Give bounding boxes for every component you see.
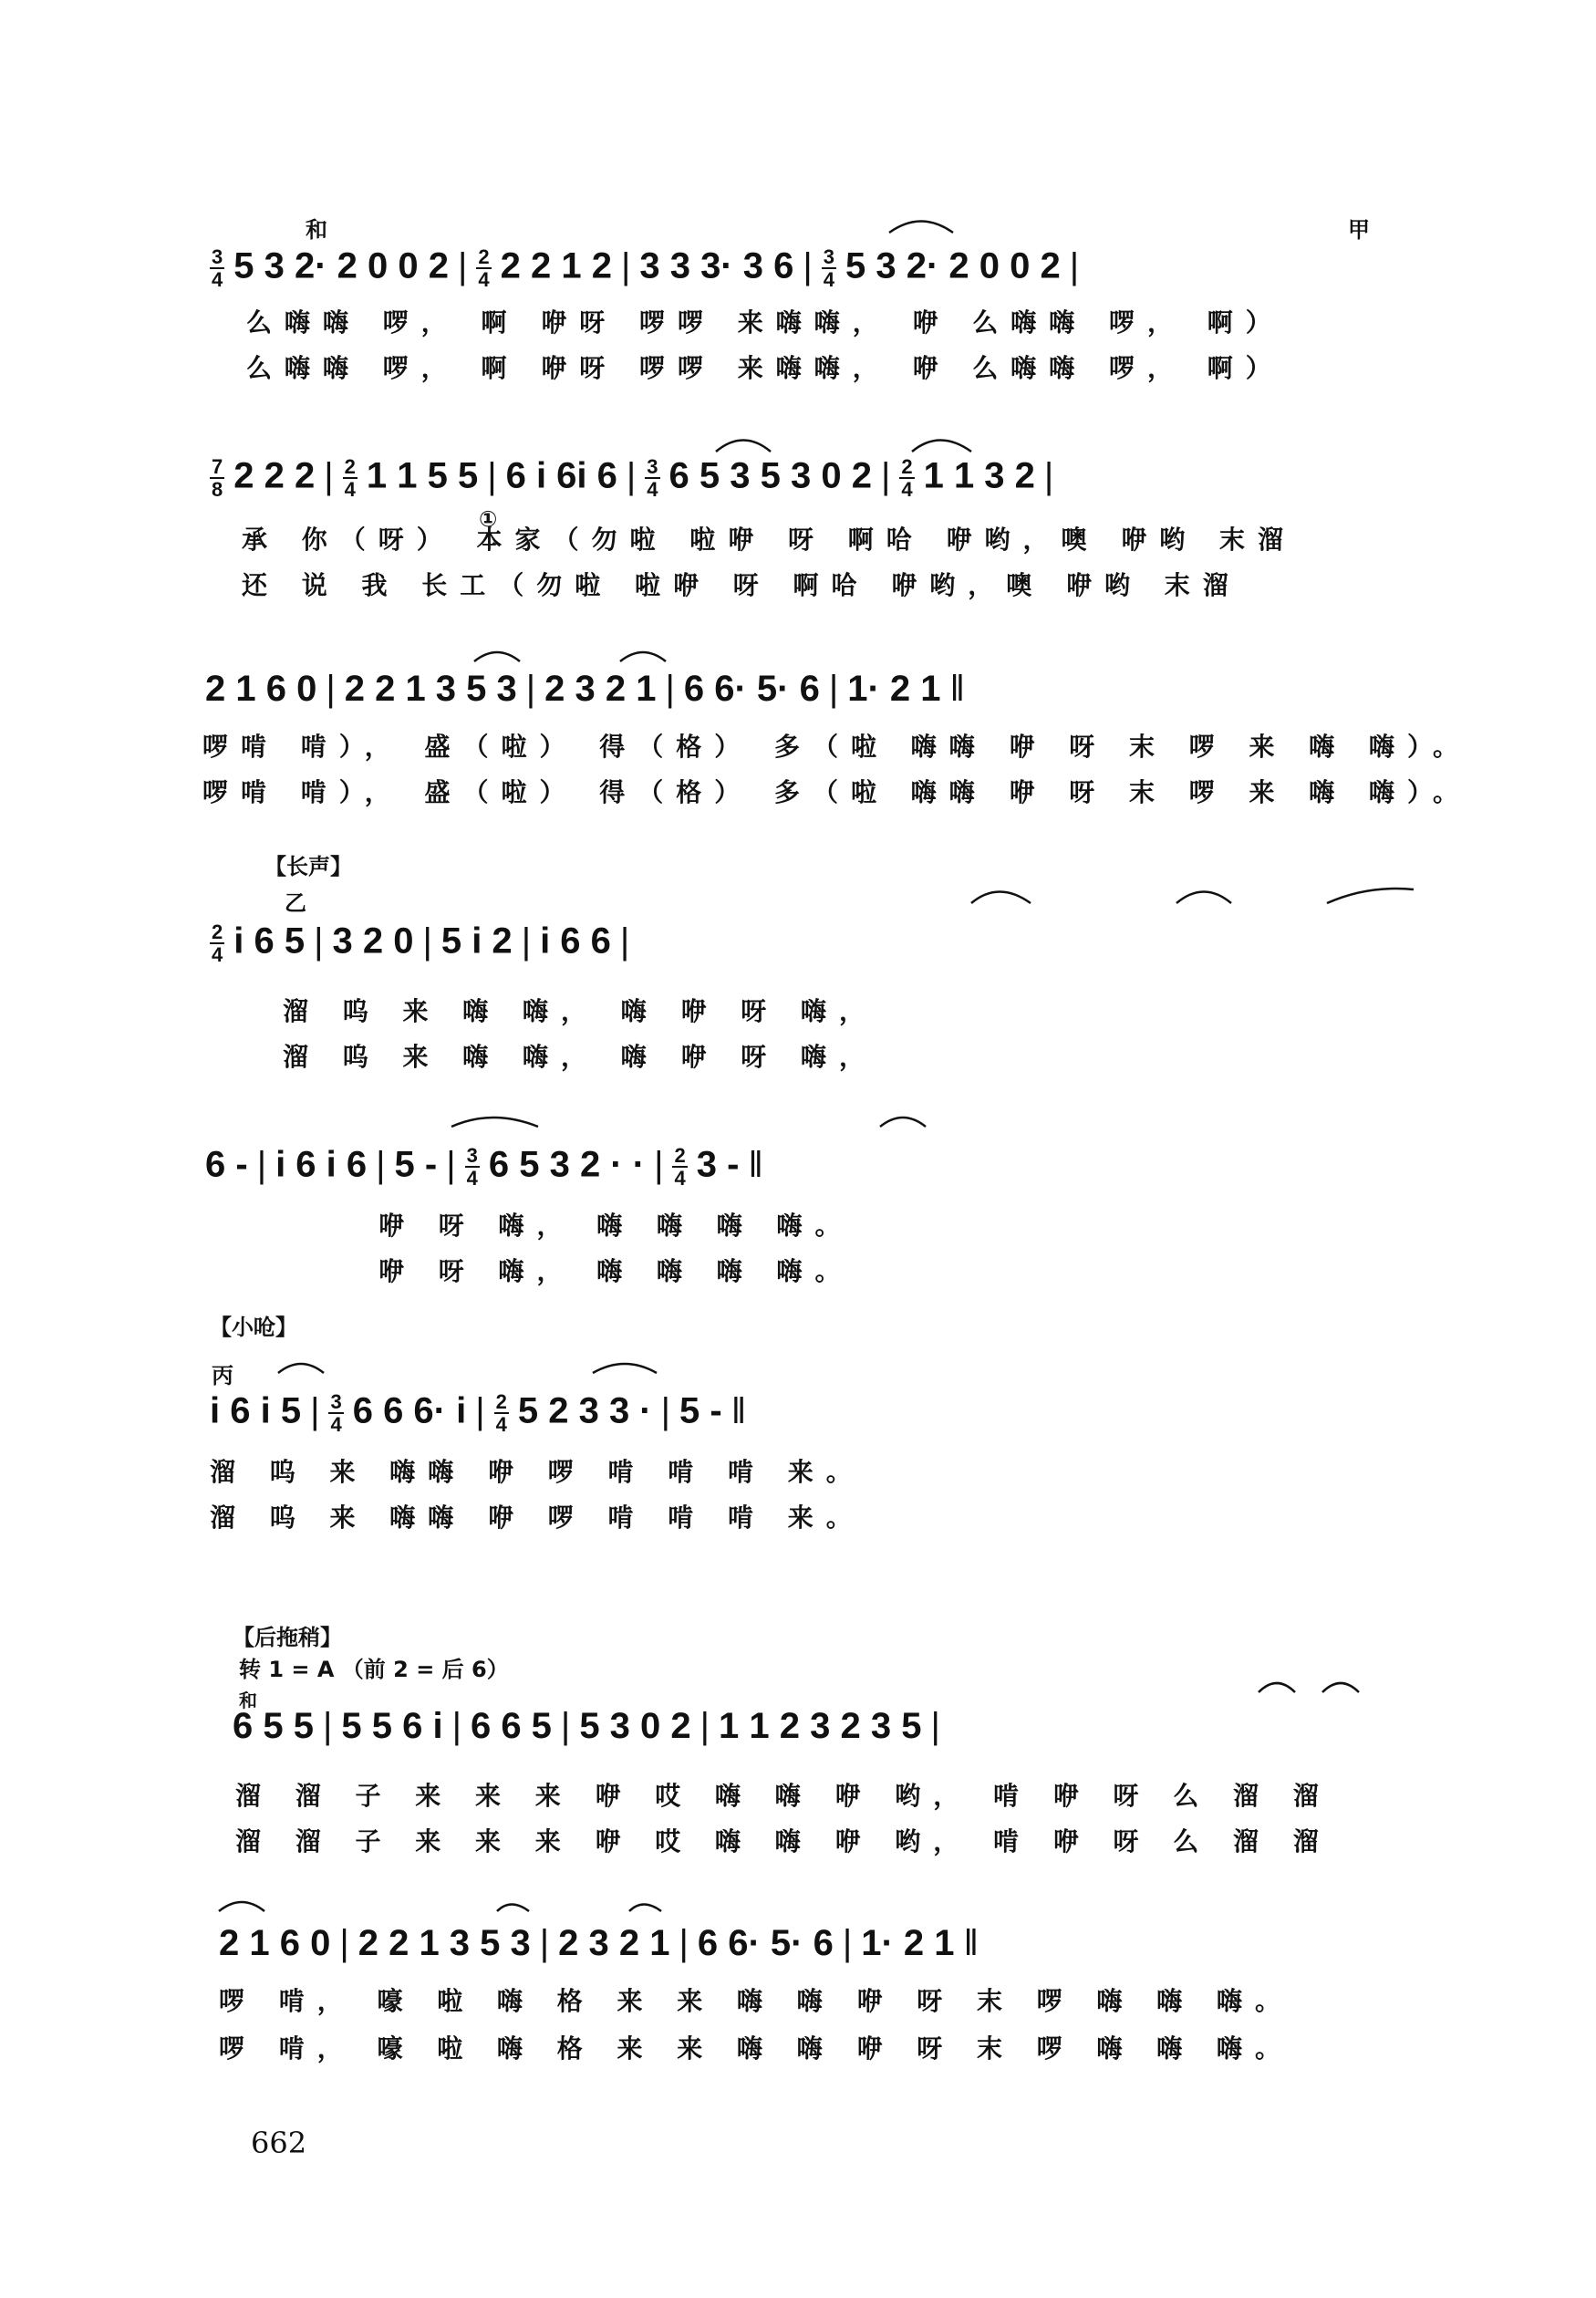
time-signature: $\frac{3}{4}$ [823, 245, 834, 292]
slur [629, 1905, 661, 1912]
lyric-line-6b: 溜 呜 来 嗨嗨 咿 啰 啃 啃 啃 来。 [210, 1503, 865, 1533]
slur [219, 1902, 264, 1911]
time-signature: $\frac{2}{4}$ [478, 245, 490, 292]
section-label-xiaoqiang: 【小呛】 [210, 1315, 297, 1340]
measure: 6 6· 5· 6 [697, 1923, 834, 1963]
measure: i 6 i 6 [275, 1144, 368, 1185]
notation-line-3: 2 1 6 0 | 2 2 1 3 5 3 | 2 3 2 1 | 6 6· 5· 6 | 1· 2 1 ‖ [205, 669, 966, 709]
section-label-houtuoshao: 【后拖稍】 [233, 1625, 342, 1650]
slur [889, 222, 953, 234]
measure: 2 2 1 3 5 3 [358, 1923, 531, 1963]
slur [1322, 1683, 1359, 1692]
time-signature: $\frac{3}{4}$ [330, 1390, 342, 1437]
time-signature: $\frac{2}{4}$ [901, 455, 913, 502]
measure: 5 i 2 [440, 920, 513, 962]
time-signature: $\frac{2}{4}$ [674, 1144, 686, 1191]
lyric-line-2a: 承 你（呀） 本家（勿啦 啦咿 呀 啊哈 咿哟，噢 咿哟 末溜 [242, 525, 1296, 555]
lyric-line-4a: 溜 呜 来 嗨 嗨， 嗨 咿 呀 嗨， [283, 996, 877, 1026]
measure: 6 - [205, 1144, 248, 1185]
measure: 6 i 6i 6 [505, 455, 617, 496]
measure: 2 3 2 1 [544, 669, 657, 709]
measure: 2 2 1 3 5 3 [344, 669, 517, 709]
mark-he-2: 和 [239, 1690, 257, 1711]
measure: 5 3 0 2 [579, 1706, 691, 1746]
time-signature: $\frac{2}{4}$ [495, 1390, 507, 1437]
measure: 5 5 6 i [341, 1706, 443, 1746]
slur [880, 1118, 926, 1127]
measure: 2 1 6 0 [219, 1923, 331, 1963]
notation-line-7: 6 5 5 | 5 5 6 i | 6 6 5 | 5 3 0 2 | 1 1 2 3 2 3 5 | [233, 1706, 940, 1746]
measure: 6 6 5 [470, 1706, 552, 1746]
measure: 2 1 6 0 [205, 669, 317, 709]
measure: 3 2 0 [332, 920, 414, 962]
measure: i 6 6 [540, 920, 611, 962]
slur [497, 1905, 529, 1912]
lyric-line-1b: 么嗨嗨 啰， 啊 咿呀 啰啰 来嗨嗨， 咿 么嗨嗨 啰， 啊） [246, 353, 1284, 383]
measure: i 6 i 5 [210, 1390, 302, 1431]
section-label-changsheng: 【长声】 [264, 854, 352, 879]
slur [451, 1118, 538, 1127]
lyric-line-8b: 啰 啃， 嚎 啦 嗨 格 来 来 嗨 嗨 咿 呀 末 啰 嗨 嗨 嗨。 [219, 2033, 1293, 2064]
notation-line-1: $\frac{3}{4}$ 5 3 2· 2 0 0 2 | $\frac{2}{4}$ 2 2 1 2 | 3 3 3· 3 6 | $\frac{3}{4}$ 5 3 2· 2 0 0 2 | [212, 245, 1080, 292]
lyric-line-4b: 溜 呜 来 嗨 嗨， 嗨 咿 呀 嗨， [283, 1042, 877, 1072]
measure: 5 2 3 3 · [517, 1390, 652, 1431]
measure: 6 5 5 [233, 1706, 314, 1746]
mark-yi: 乙 [285, 890, 306, 916]
measure: 2 2 2 [233, 455, 316, 496]
lyric-line-1a: 么嗨嗨 啰， 啊 咿呀 啰啰 来嗨嗨， 咿 么嗨嗨 啰， 啊） [246, 307, 1284, 338]
notation-line-8: 2 1 6 0 | 2 2 1 3 5 3 | 2 3 2 1 | 6 6· 5· 6 | 1· 2 1 ‖ [219, 1923, 979, 1963]
measure: 5 3 2· 2 0 0 2 [845, 245, 1061, 286]
measure: 1· 2 1 [861, 1923, 955, 1963]
footnote-marker: ① [479, 506, 498, 532]
page-number: 662 [251, 2126, 307, 2160]
lyric-line-8a: 啰 啃， 嚎 啦 嗨 格 来 来 嗨 嗨 咿 呀 末 啰 嗨 嗨 嗨。 [219, 1986, 1293, 2016]
lyric-line-7b: 溜 溜 子 来 来 来 咿 哎 嗨 嗨 咿 哟， 啃 咿 呀 么 溜 溜 [235, 1826, 1332, 1856]
measure: 3 - [696, 1144, 740, 1185]
time-signature: $\frac{2}{4}$ [212, 920, 223, 967]
measure: 5 - [394, 1144, 438, 1185]
lyric-line-7a: 溜 溜 子 来 来 来 咿 哎 嗨 嗨 咿 哟， 啃 咿 呀 么 溜 溜 [235, 1781, 1332, 1811]
slur [912, 441, 971, 452]
slur [1259, 1683, 1295, 1692]
notation-line-2: $\frac{7}{8}$ 2 2 2 | $\frac{2}{4}$ 1 1 5 5 | 6 i 6i 6 | $\frac{3}{4}$ 6 5 3 5 3 0 2 | $\frac{2}{4}$ 1 1 3 2 | [212, 455, 1054, 502]
measure: 5 3 2· 2 0 0 2 [233, 245, 449, 286]
measure: 6 6 6· i [352, 1390, 467, 1431]
slur [1176, 892, 1231, 904]
slur [971, 892, 1031, 904]
time-signature: $\frac{7}{8}$ [212, 455, 223, 502]
measure: 1 1 5 5 [366, 455, 479, 496]
lyric-line-5a: 咿 呀 嗨， 嗨 嗨 嗨 嗨。 [378, 1211, 854, 1241]
measure: 6 5 3 5 3 0 2 [668, 455, 872, 496]
time-signature: $\frac{3}{4}$ [466, 1144, 478, 1191]
measure: 6 5 3 2 · · [488, 1144, 646, 1185]
lyric-line-3a: 啰啃 啃）， 盛（啦） 得（格） 多（啦 嗨嗨 咿 呀 末 啰 来 嗨 嗨）。 [202, 732, 1471, 762]
lyric-line-5b: 咿 呀 嗨， 嗨 嗨 嗨 嗨。 [378, 1256, 854, 1286]
measure: 2 2 1 2 [500, 245, 612, 286]
notation-line-5: 6 - | i 6 i 6 | 5 - | $\frac{3}{4}$ 6 5 3 2 · · | $\frac{2}{4}$ 3 - ‖ [205, 1144, 763, 1191]
slur [620, 652, 666, 661]
notation-line-4: $\frac{2}{4}$ i 6 5 | 3 2 0 | 5 i 2 | i 6 6 | [212, 920, 630, 967]
time-signature: $\frac{3}{4}$ [212, 245, 223, 292]
lyric-line-2b: 还 说 我 长工（勿啦 啦咿 呀 啊哈 咿哟，噢 咿哟 末溜 [242, 570, 1241, 600]
measure: 1 1 2 3 2 3 5 [719, 1706, 922, 1746]
slur [716, 441, 771, 452]
lyric-line-3b: 啰啃 啃）， 盛（啦） 得（格） 多（啦 嗨嗨 咿 呀 末 啰 来 嗨 嗨）。 [202, 777, 1471, 807]
measure: 5 - [679, 1390, 722, 1431]
slur [593, 1364, 657, 1373]
measure: 1· 2 1 [847, 669, 941, 709]
notation-line-6: i 6 i 5 | $\frac{3}{4}$ 6 6 6· i | $\frac{2}{4}$ 5 2 3 3 · | 5 - ‖ [210, 1390, 747, 1437]
time-signature: $\frac{3}{4}$ [647, 455, 658, 502]
measure: 6 6· 5· 6 [683, 669, 820, 709]
slur [278, 1364, 324, 1373]
measure: 1 1 3 2 [923, 455, 1035, 496]
measure: i 6 5 [233, 920, 306, 962]
mark-jia: 甲 [1348, 217, 1370, 243]
lyric-line-6a: 溜 呜 来 嗨嗨 咿 啰 啃 啃 啃 来。 [210, 1457, 865, 1487]
slur [474, 652, 520, 661]
mark-bing: 丙 [212, 1363, 233, 1388]
measure: 3 3 3· 3 6 [639, 245, 794, 286]
mark-he: 和 [306, 217, 327, 243]
measure: 2 3 2 1 [558, 1923, 670, 1963]
slur [1327, 889, 1414, 903]
time-signature: $\frac{2}{4}$ [344, 455, 356, 502]
key-change: 转 1 = A （前 2 = 后 6） [239, 1657, 509, 1682]
